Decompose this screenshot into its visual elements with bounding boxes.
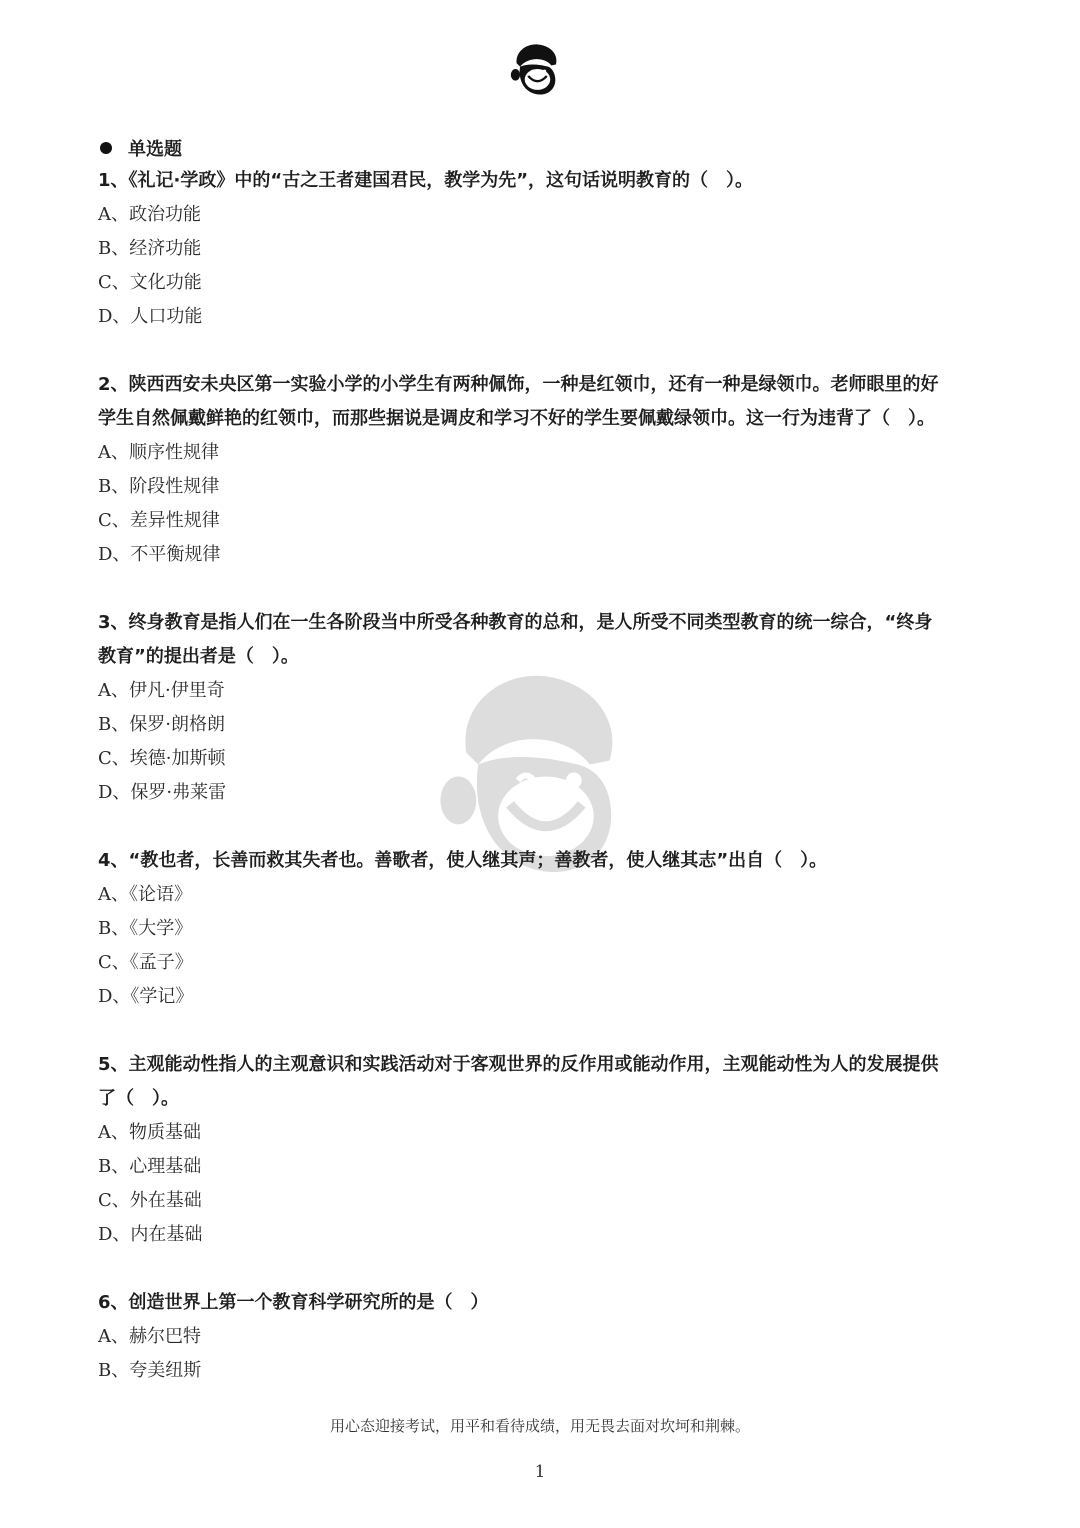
option-text: D、保罗·弗莱雷 xyxy=(98,782,227,803)
option-text: A、物质基础 xyxy=(98,1122,201,1143)
option-text: D、不平衡规律 xyxy=(98,544,221,565)
option-text: C、外在基础 xyxy=(98,1190,202,1211)
question-stem: 6、创造世界上第一个教育科学研究所的是（ ） xyxy=(98,1292,489,1313)
option-text: D、内在基础 xyxy=(98,1224,203,1245)
question-stem: 5、主观能动性指人的主观意识和实践活动对于客观世界的反作用或能动作用，主观能动性为人的发展提供 xyxy=(98,1054,939,1075)
option-text: A、政治功能 xyxy=(98,204,201,225)
option-text: A、赫尔巴特 xyxy=(98,1326,201,1347)
option-text: B、阶段性规律 xyxy=(98,476,220,497)
option-text: B、经济功能 xyxy=(98,238,202,259)
section-title: 单选题 xyxy=(128,139,182,160)
option-text: D、《学记》 xyxy=(98,986,194,1007)
option-text: A、顺序性规律 xyxy=(98,442,219,463)
option-text: B、保罗·朗格朗 xyxy=(98,714,225,735)
bullet-icon xyxy=(100,142,112,154)
option-text: B、《大学》 xyxy=(98,918,193,939)
question-stem: 学生自然佩戴鲜艳的红领巾，而那些据说是调皮和学习不好的学生要佩戴绿领巾。这一行为违背了（ ）。 xyxy=(98,408,935,429)
page-number: 1 xyxy=(534,1462,546,1482)
question-stem: 1、《礼记·学政》中的“古之王者建国君民，教学为先”，这句话说明教育的（ ）。 xyxy=(98,170,754,191)
footer-motto: 用心态迎接考试，用平和看待成绩，用无畏去面对坎坷和荆棘。 xyxy=(329,1417,750,1435)
option-text: B、心理基础 xyxy=(98,1156,202,1177)
question-stem: 了（ ）。 xyxy=(98,1088,179,1109)
option-text: B、夸美纽斯 xyxy=(98,1360,202,1381)
monkey-logo-icon xyxy=(505,40,563,98)
option-text: C、埃德·加斯顿 xyxy=(98,748,226,769)
question-stem: 教育”的提出者是（ ）。 xyxy=(98,646,299,667)
option-text: D、人口功能 xyxy=(98,306,203,327)
option-text: C、《孟子》 xyxy=(98,952,193,973)
question-stem: 3、终身教育是指人们在一生各阶段当中所受各种教育的总和，是人所受不同类型教育的统一综合，“终身 xyxy=(98,612,933,633)
section-header xyxy=(100,132,182,164)
option-text: A、《论语》 xyxy=(98,884,192,905)
option-text: A、伊凡·伊里奇 xyxy=(98,680,225,701)
question-stem: 4、“教也者，长善而救其失者也。善歌者，使人继其声；善教者，使人继其志”出自（ ）。 xyxy=(98,850,828,871)
option-text: C、差异性规律 xyxy=(98,510,220,531)
option-text: C、文化功能 xyxy=(98,272,202,293)
question-stem: 2、陕西西安未央区第一实验小学的小学生有两种佩饰，一种是红领巾，还有一种是绿领巾。老师眼里的好 xyxy=(98,374,939,395)
